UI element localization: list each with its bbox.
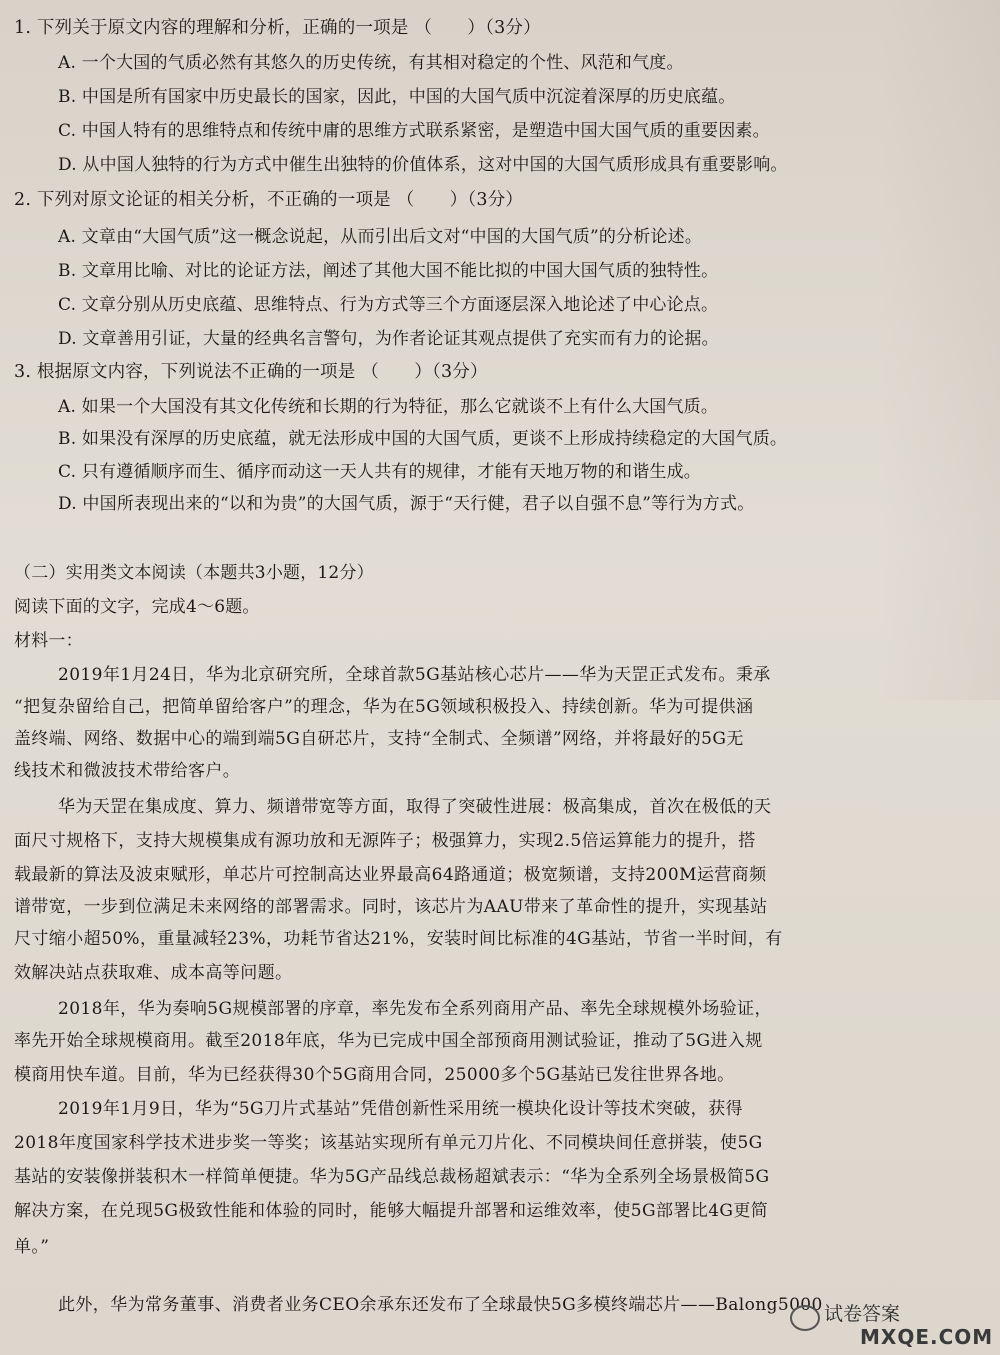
question-2-option-d: D. 文章善用引证，大量的经典名言警句，为作者论证其观点提供了充实而有力的论据。	[58, 329, 719, 349]
material-line: 2018年度国家科学技术进步奖一等奖；该基站实现所有单元刀片化、不同模块间任意拼装，使5G	[14, 1133, 763, 1153]
question-2-option-a: A. 文章由“大国气质”这一概念说起，从而引出后文对“中国的大国气质”的分析论述。	[58, 227, 703, 247]
question-1-option-d: D. 从中国人独特的行为方式中催生出独特的价值体系，这对中国的大国气质形成具有重要影响。	[58, 155, 788, 175]
question-1-option-a: A. 一个大国的气质必然有其悠久的历史传统，有其相对稳定的个性、风范和气度。	[58, 53, 684, 73]
section-2-title: （二）实用类文本阅读（本题共3小题，12分）	[14, 563, 374, 583]
material-line: 盖终端、网络、数据中心的端到端5G自研芯片，支持“全制式、全频谱”网络，并将最好的5G无	[14, 729, 744, 749]
material-line: “把复杂留给自己，把简单留给客户”的理念，华为在5G领域积极投入、持续创新。华为可提供涵	[14, 697, 754, 717]
material-line: 面尺寸规格下，支持大规模集成有源功放和无源阵子；极强算力，实现2.5倍运算能力的提升，搭	[14, 831, 756, 851]
material-label: 材料一：	[14, 631, 83, 651]
question-2-option-b: B. 文章用比喻、对比的论证方法，阐述了其他大国不能比拟的中国大国气质的独特性。	[58, 261, 719, 281]
material-line: 解决方案，在兑现5G极致性能和体验的同时，能够大幅提升部署和运维效率，使5G部署比4G更简	[14, 1201, 769, 1221]
material-line: 效解决站点获取难、成本高等问题。	[14, 963, 293, 983]
question-3-option-a: A. 如果一个大国没有其文化传统和长期的行为特征，那么它就谈不上有什么大国气质。	[58, 397, 719, 417]
wechat-icon	[790, 1305, 820, 1331]
material-line: 率先开始全球规模商用。截至2018年底，华为已完成中国全部预商用测试验证，推动了5G进入规	[14, 1031, 763, 1051]
question-3-option-c: C. 只有遵循顺序而生、循序而动这一天人共有的规律，才能有天地万物的和谐生成。	[58, 462, 702, 482]
material-line: 单。”	[14, 1237, 50, 1257]
site-watermark	[790, 1297, 994, 1349]
question-2-option-c: C. 文章分别从历史底蕴、思维特点、行为方式等三个方面逐层深入地论述了中心论点。	[58, 295, 719, 315]
question-1-stem: 1. 下列关于原文内容的理解和分析，正确的一项是 （ ）（3分）	[14, 18, 541, 38]
question-3-stem: 3. 根据原文内容，下列说法不正确的一项是 （ ）（3分）	[14, 362, 488, 382]
question-3-option-b: B. 如果没有深厚的历史底蕴，就无法形成中国的大国气质，更谈不上形成持续稳定的大国气质。	[58, 429, 788, 449]
material-line: 尺寸缩小超50%，重量减轻23%，功耗节省达21%，安装时间比标准的4G基站，节省一半时间，有	[14, 929, 783, 949]
question-2-stem: 2. 下列对原文论证的相关分析，不正确的一项是 （ ）（3分）	[14, 190, 524, 210]
page-shadow	[880, 0, 1000, 700]
material-line: 2019年1月24日，华为北京研究所，全球首款5G基站核心芯片——华为天罡正式发布。秉承	[58, 665, 771, 685]
material-line: 线技术和微波技术带给客户。	[14, 761, 241, 781]
material-line: 模商用快车道。目前，华为已经获得30个5G商用合同，25000多个5G基站已发往世界各地。	[14, 1065, 735, 1085]
material-line: 谱带宽，一步到位满足未来网络的部署需求。同时，该芯片为AAU带来了革命性的提升，实现基站	[14, 897, 768, 917]
watermark-title: 试卷答案	[824, 1303, 901, 1325]
material-line: 华为天罡在集成度、算力、频谱带宽等方面，取得了突破性进展：极高集成，首次在极低的天	[58, 797, 772, 817]
question-1-option-c: C. 中国人特有的思维特点和传统中庸的思维方式联系紧密，是塑造中国大国气质的重要因素。	[58, 121, 770, 141]
question-3-option-d: D. 中国所表现出来的“以和为贵”的大国气质，源于“天行健，君子以自强不息”等行为方式。	[58, 494, 755, 514]
material-line: 此外，华为常务董事、消费者业务CEO余承东还发布了全球最快5G多模终端芯片——Balong5000	[58, 1295, 823, 1315]
material-line: 基站的安装像拼装积木一样简单便捷。华为5G产品线总裁杨超斌表示：“华为全系列全场景极简5G	[14, 1167, 770, 1187]
watermark-site: MXQE.COM	[860, 1325, 994, 1349]
question-1-option-b: B. 中国是所有国家中历史最长的国家，因此，中国的大国气质中沉淀着深厚的历史底蕴。	[58, 87, 736, 107]
section-2-instruction: 阅读下面的文字，完成4～6题。	[14, 597, 260, 617]
material-line: 2019年1月9日，华为“5G刀片式基站”凭借创新性采用统一模块化设计等技术突破，获得	[58, 1099, 743, 1119]
material-line: 载最新的算法及波束赋形，单芯片可控制高达业界最高64路通道；极宽频谱，支持200M运营商频	[14, 865, 767, 885]
material-line: 2018年，华为奏响5G规模部署的序章，率先发布全系列商用产品、率先全球规模外场验证，	[58, 999, 772, 1019]
